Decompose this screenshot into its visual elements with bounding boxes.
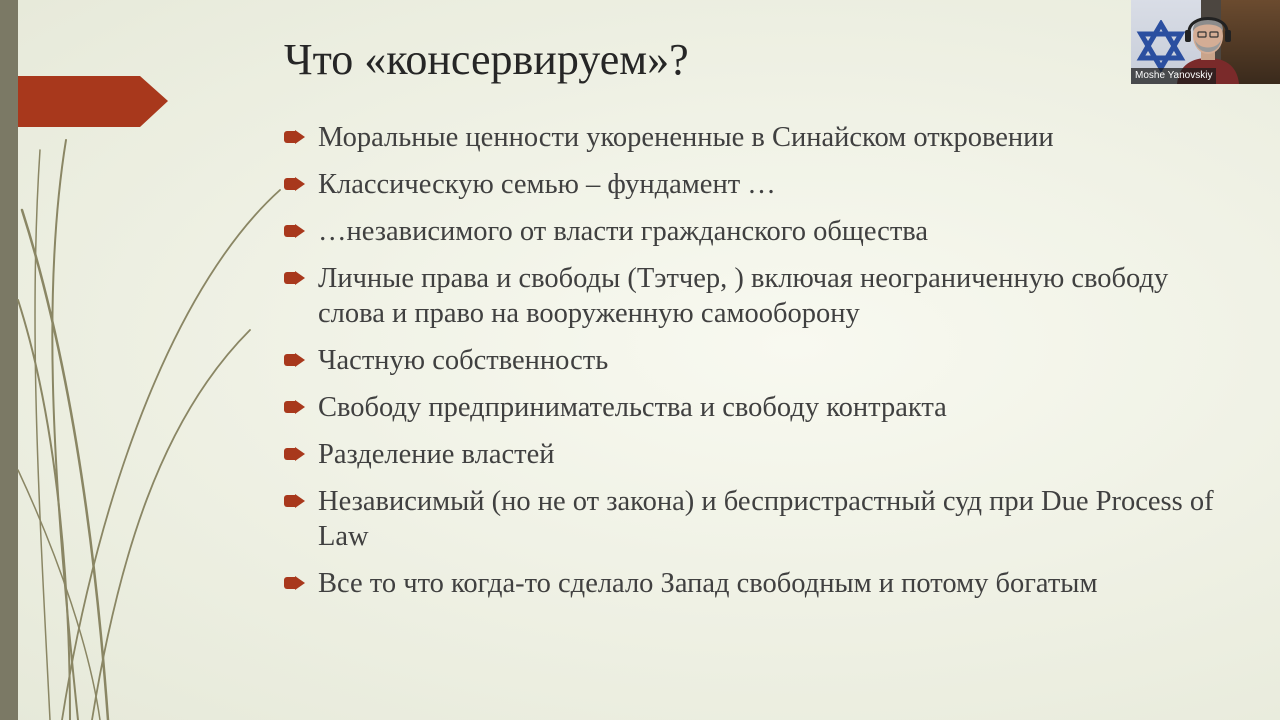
list-item xyxy=(284,167,1214,202)
bullet-text: Личные права и свободы (Тэтчер, ) включая неограниченную свободу слова и право на вооруженную самооборону xyxy=(318,263,1169,329)
bullet-list xyxy=(284,120,1214,613)
bullet-text: …независимого от власти гражданского общества xyxy=(318,216,929,247)
participant-video-tile[interactable] xyxy=(1131,0,1280,84)
arrow-bullet-icon xyxy=(284,120,318,145)
list-item xyxy=(284,566,1214,601)
list-item xyxy=(284,261,1214,331)
title-accent-arrow xyxy=(18,76,168,127)
bullet-text: Независимый (но не от закона) и беспристрастный суд при Due Process of Law xyxy=(318,486,1214,552)
bullet-text: Частную собственность xyxy=(318,345,609,376)
list-item xyxy=(284,484,1214,554)
arrow-bullet-icon xyxy=(284,437,318,462)
list-item xyxy=(284,390,1214,425)
arrow-bullet-icon xyxy=(284,566,318,591)
list-item xyxy=(284,343,1214,378)
bullet-text: Разделение властей xyxy=(318,439,555,470)
bullet-text: Все то что когда-то сделало Запад свободным и потому богатым xyxy=(318,568,1098,599)
arrow-bullet-icon xyxy=(284,261,318,286)
arrow-bullet-icon xyxy=(284,167,318,192)
list-item xyxy=(284,437,1214,472)
slide-title: Что «консервируем»? xyxy=(284,35,689,84)
arrow-bullet-icon xyxy=(284,484,318,509)
bullet-text: Моральные ценности укорененные в Синайском откровении xyxy=(318,122,1054,153)
list-item xyxy=(284,214,1214,249)
bullet-text: Классическую семью – фундамент … xyxy=(318,169,776,200)
grass-stems xyxy=(18,140,280,720)
bullet-text: Свободу предпринимательства и свободу контракта xyxy=(318,392,947,423)
arrow-bullet-icon xyxy=(284,214,318,239)
arrow-bullet-icon xyxy=(284,390,318,415)
arrow-bullet-icon xyxy=(284,343,318,368)
list-item xyxy=(284,120,1214,155)
participant-name-label: Moshe Yanovskiy xyxy=(1131,68,1216,84)
